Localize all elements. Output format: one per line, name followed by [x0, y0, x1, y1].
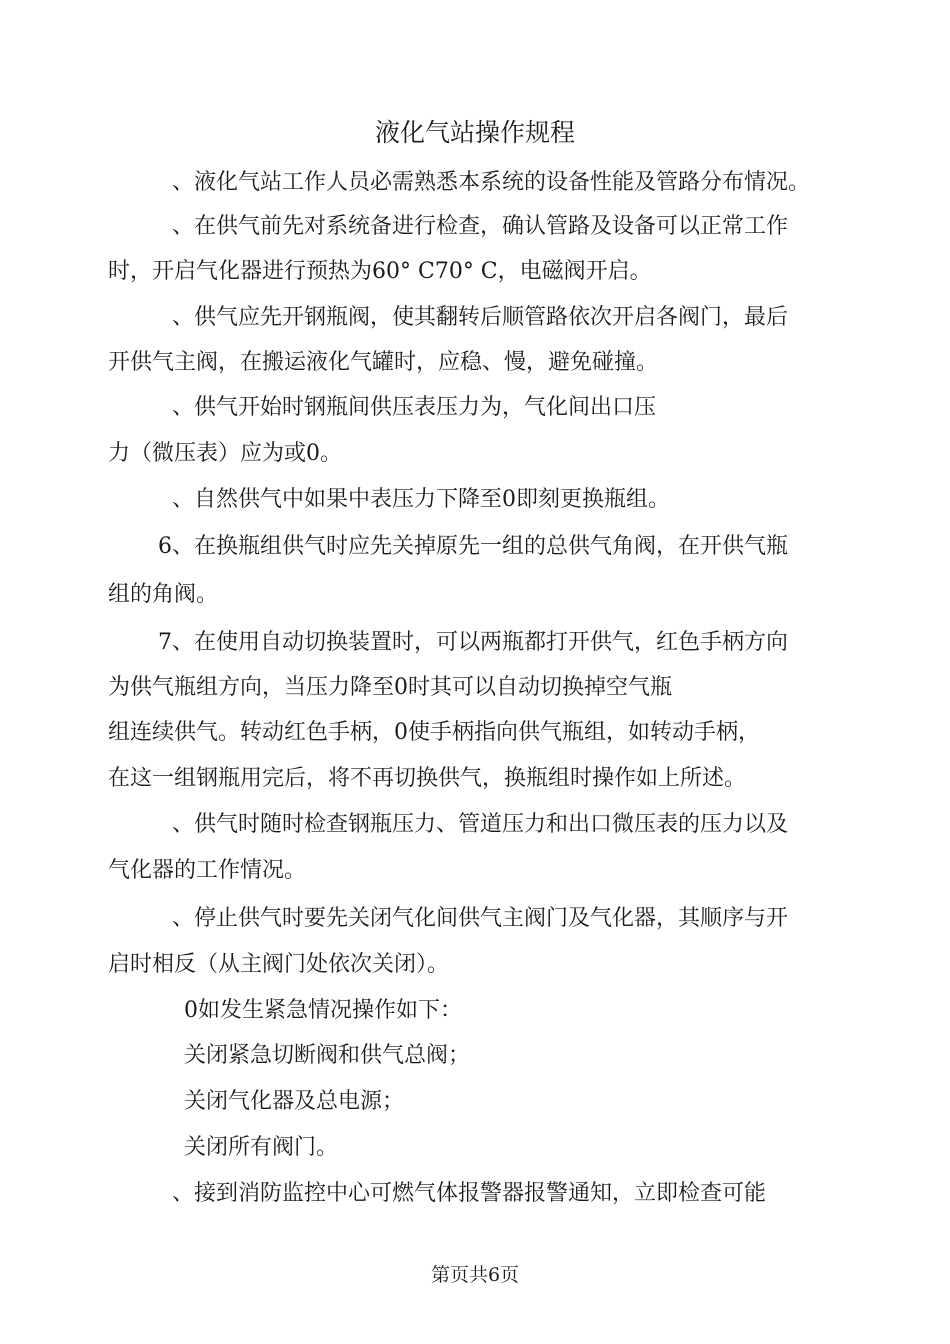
- body-line-19: 0如发生紧急情况操作如下：: [184, 998, 462, 1023]
- body-line-12: 为供气瓶组方向，当压力降至0时其可以自动切换掉空气瓶: [108, 675, 672, 700]
- body-line-1: 、液化气站工作人员必需熟悉本系统的设备性能及管路分布情况。: [172, 170, 811, 195]
- body-line-15: 、供气时随时检查钢瓶压力、管道压力和出口微压表的压力以及: [172, 812, 789, 837]
- body-line-8: 、自然供气中如果中表压力下降至0即刻更换瓶组。: [172, 487, 670, 512]
- body-line-2: 、在供气前先对系统备进行检查，确认管路及设备可以正常工作: [172, 214, 789, 239]
- page-footer: 第页共6页: [430, 1264, 520, 1286]
- body-line-20: 关闭紧急切断阀和供气总阀；: [184, 1043, 471, 1068]
- body-line-16: 气化器的工作情况。: [108, 858, 307, 883]
- body-line-22: 关闭所有阀门。: [184, 1135, 339, 1160]
- body-line-4: 、供气应先开钢瓶阀，使其翻转后顺管路依次开启各阀门，最后: [172, 305, 789, 330]
- body-line-9: 6、在换瓶组供气时应先关掉原先一组的总供气角阀，在开供气瓶: [158, 534, 788, 559]
- body-line-21: 关闭气化器及总电源；: [184, 1089, 405, 1114]
- body-line-5: 开供气主阀，在搬运液化气罐时，应稳、慢，避免碰撞。: [108, 350, 659, 375]
- body-line-7: 力（微压表）应为或0。: [108, 441, 342, 466]
- body-line-17: 、停止供气时要先关闭气化间供气主阀门及气化器，其顺序与开: [172, 906, 789, 931]
- body-line-11: 7、在使用自动切换装置时，可以两瓶都打开供气，红色手柄方向: [158, 630, 788, 655]
- body-line-23: 、接到消防监控中心可燃气体报警器报警通知，立即检查可能: [172, 1181, 767, 1206]
- body-line-14: 在这一组钢瓶用完后，将不再切换供气，换瓶组时操作如上所述。: [108, 766, 747, 791]
- page-title: 液化气站操作规程: [374, 118, 575, 147]
- body-line-6: 、供气开始时钢瓶间供压表压力为，气化间出口压: [172, 395, 657, 420]
- body-line-18: 启时相反（从主阀门处依次关闭）。: [108, 952, 450, 977]
- body-line-10: 组的角阀。: [108, 582, 219, 607]
- body-line-3: 时，开启气化器进行预热为60° C70° C，电磁阀开启。: [108, 259, 652, 284]
- body-line-13: 组连续供气。转动红色手柄，0使手柄指向供气瓶组，如转动手柄，: [108, 720, 760, 745]
